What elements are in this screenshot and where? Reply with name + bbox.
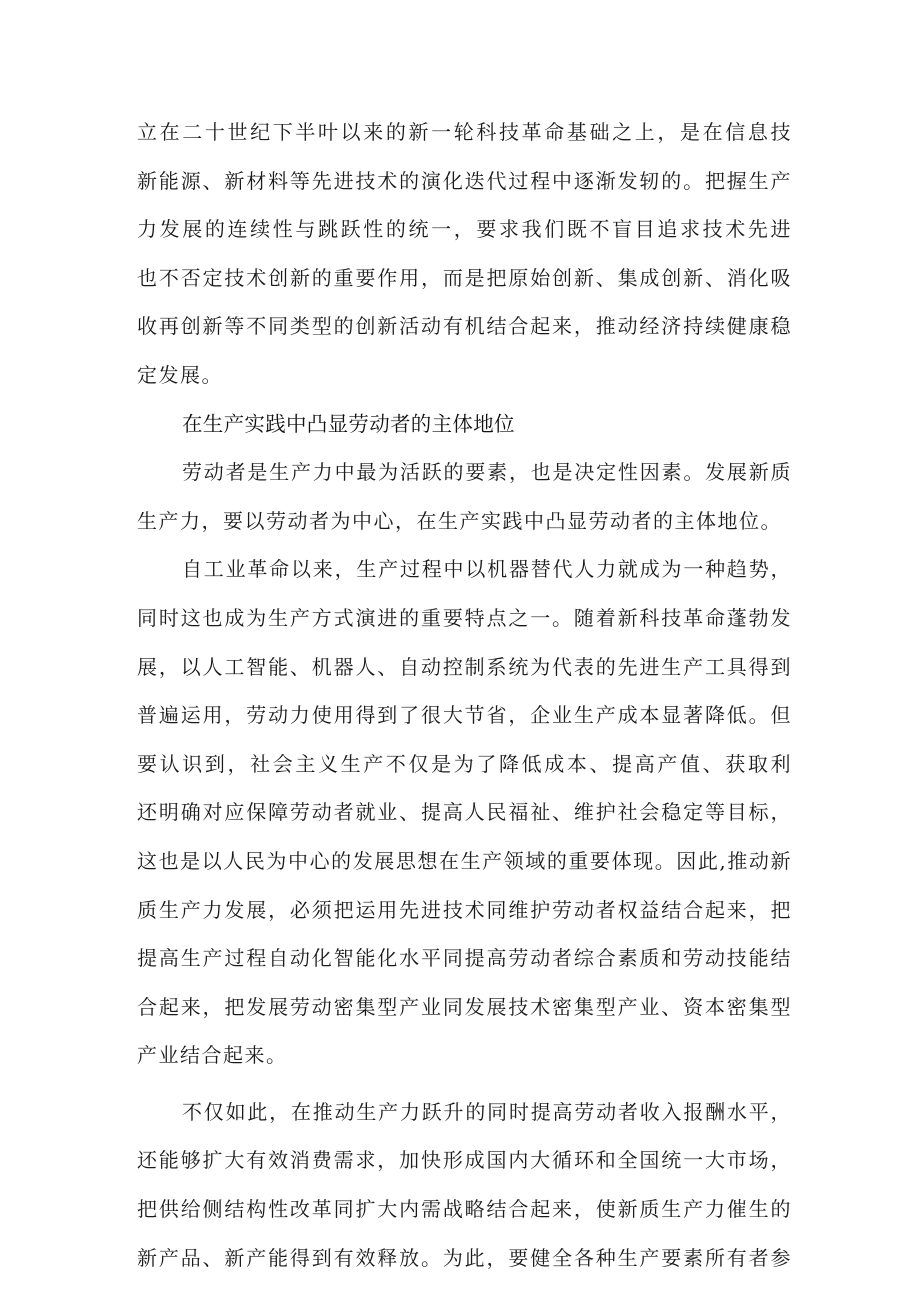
text-line: 提高生产过程自动化智能化水平同提高劳动者综合素质和劳动技能结: [137, 946, 792, 971]
text-line: 把供给侧结构性改革同扩大内需战略结合起来，使新质生产力催生的: [137, 1197, 792, 1222]
paragraph-gap: [137, 1080, 792, 1088]
text-line: 同时这也成为生产方式演进的重要特点之一。随着新科技革命蓬勃发: [137, 605, 792, 630]
text-line: 质生产力发展，必须把运用先进技术同维护劳动者权益结合起来，把: [137, 897, 792, 922]
text-line: 自工业革命以来，生产过程中以机器替代人力就成为一种趋势，: [182, 557, 792, 582]
text-line: 普遍运用，劳动力使用得到了很大节省，企业生产成本显著降低。但: [137, 703, 792, 728]
section-heading: 在生产实践中凸显劳动者的主体地位: [182, 411, 515, 436]
text-line: 这也是以人民为中心的发展思想在生产领域的重要体现。因此,推动新: [137, 848, 792, 873]
text-line: 合起来，把发展劳动密集型产业同发展技术密集型产业、资本密集型: [137, 994, 792, 1019]
text-line: 收再创新等不同类型的创新活动有机结合起来，推动经济持续健康稳: [137, 314, 792, 339]
text-line: 立在二十世纪下半叶以来的新一轮科技革命基础之上，是在信息技: [137, 120, 792, 144]
text-line: 定发展。: [137, 362, 223, 387]
text-line: 还能够扩大有效消费需求，加快形成国内大循环和全国统一大市场，: [137, 1148, 792, 1173]
text-line: 要认识到，社会主义生产不仅是为了降低成本、提高产值、获取利: [137, 751, 792, 776]
paragraph: [137, 545, 792, 1080]
text-line: 新产品、新产能得到有效释放。为此，要健全各种生产要素所有者参: [137, 1245, 792, 1270]
text-line: 劳动者是生产力中最为活跃的要素，也是决定性因素。发展新质: [182, 460, 792, 485]
text-line: 生产力，要以劳动者为中心，在生产实践中凸显劳动者的主体地位。: [137, 508, 782, 533]
text-line: 也不否定技术创新的重要作用，而是把原始创新、集成创新、消化吸: [137, 265, 792, 290]
text-line: 展，以人工智能、机器人、自动控制系统为代表的先进生产工具得到: [137, 654, 792, 679]
text-line: 还明确对应保障劳动者就业、提高人民福祉、维护社会稳定等目标，: [137, 800, 792, 825]
paragraph: [137, 448, 792, 545]
text-line: 产业结合起来。: [137, 1043, 288, 1068]
paragraph: [137, 1088, 792, 1282]
text-line: 新能源、新材料等先进技术的演化迭代过程中逐渐发轫的。把握生产: [137, 168, 792, 193]
body-text: [137, 108, 792, 1282]
text-line: 力发展的连续性与跳跃性的统一，要求我们既不盲目追求技术先进: [137, 217, 792, 242]
paragraph: [137, 108, 792, 400]
text-line: 不仅如此，在推动生产力跃升的同时提高劳动者收入报酬水平，: [182, 1099, 792, 1124]
